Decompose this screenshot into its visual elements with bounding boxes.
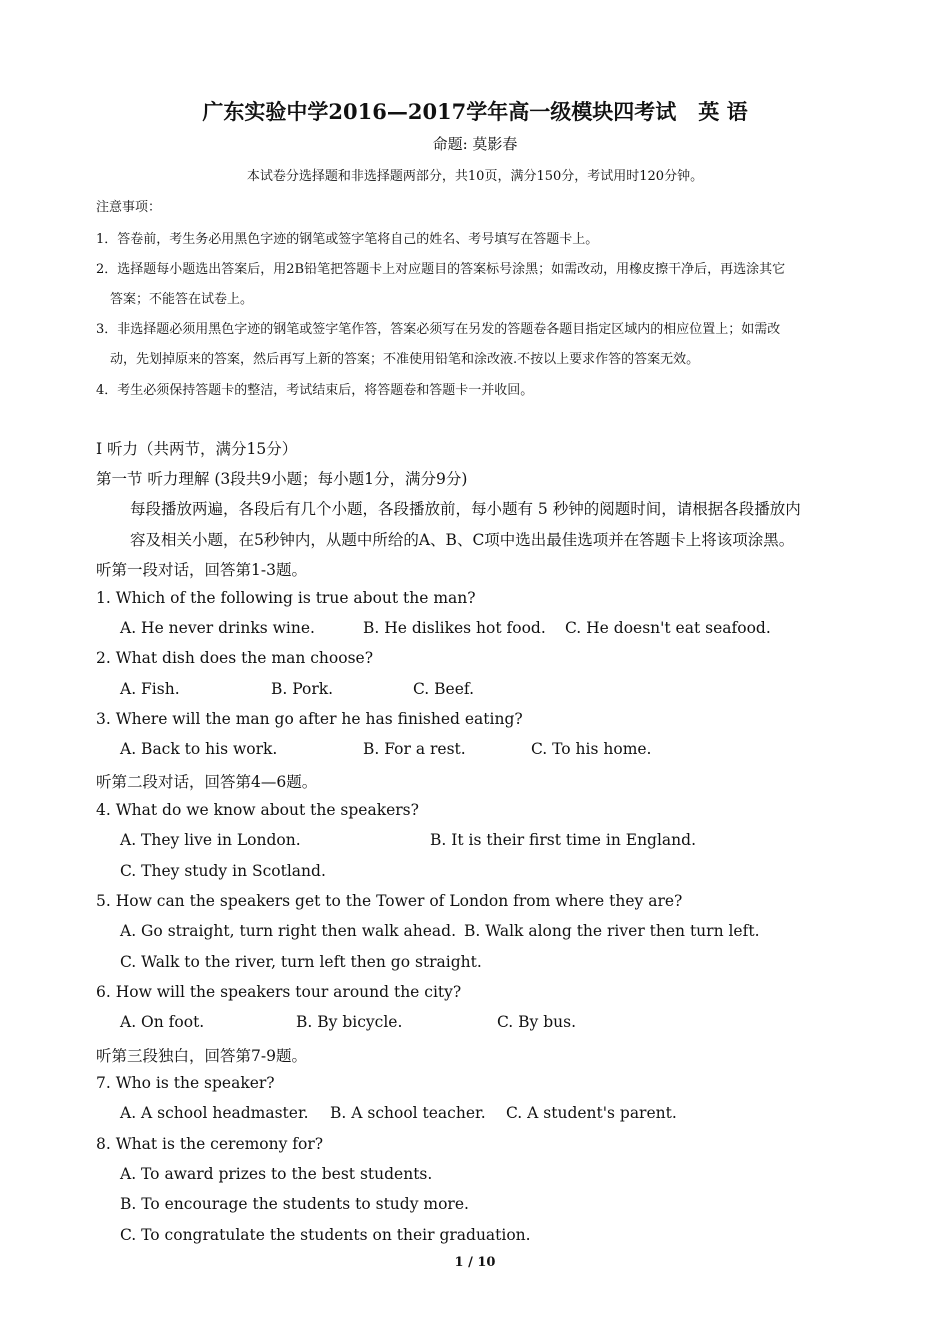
question-2-option-c: C. Beef. — [413, 680, 475, 698]
question-5-option-c: C. Walk to the river, turn left then go straight. — [120, 953, 482, 971]
dialog-3-heading: 听第三段独白，回答第7-9题。 — [96, 1047, 307, 1065]
instruction-line-2: 容及相关小题，在5秒钟内，从题中所给的A、B、C项中选出最佳选项并在答题卡上将该项涂黑。 — [130, 531, 795, 549]
question-5-option-a: A. Go straight, turn right then walk ahead. — [120, 922, 456, 940]
note-1: 1．答卷前，考生务必用黑色字迹的钢笔或签字笔将自己的姓名、考号填写在答题卡上。 — [96, 232, 599, 247]
question-1-option-c: C. He doesn't eat seafood. — [565, 619, 771, 637]
question-5-option-b: B. Walk along the river then turn left. — [464, 922, 760, 940]
dialog-2-heading: 听第二段对话，回答第4—6题。 — [96, 773, 318, 791]
question-4-option-b: B. It is their first time in England. — [430, 831, 696, 849]
note-3-cont: 动，先划掉原来的答案，然后再写上新的答案；不准使用铅笔和涂改液.不按以上要求作答的答案无效。 — [110, 352, 700, 367]
question-8: 8. What is the ceremony for? — [96, 1135, 324, 1153]
question-2-option-a: A. Fish. — [120, 680, 180, 698]
exam-title — [0, 96, 950, 126]
question-4: 4. What do we know about the speakers? — [96, 801, 419, 819]
exam-intro: 本试卷分选择题和非选择题两部分，共10页，满分150分，考试用时120分钟。 — [246, 169, 704, 184]
question-6: 6. How will the speakers tour around the city? — [96, 983, 462, 1001]
exam-author: 命题: 莫影春 — [432, 135, 518, 153]
question-1-option-b: B. He dislikes hot food. — [363, 619, 546, 637]
exam-title-text: 广东实验中学2016—2017学年高一级模块四考试 — [202, 99, 677, 124]
question-3-option-c: C. To his home. — [531, 740, 652, 758]
question-2: 2. What dish does the man choose? — [96, 649, 374, 667]
question-3-option-b: B. For a rest. — [363, 740, 466, 758]
question-2-option-b: B. Pork. — [271, 680, 334, 698]
question-7-option-a: A. A school headmaster. — [120, 1104, 309, 1122]
question-5: 5. How can the speakers get to the Tower of London from where they are? — [96, 892, 683, 910]
note-2-cont: 答案；不能答在试卷上。 — [110, 292, 254, 307]
question-4-option-c: C. They study in Scotland. — [120, 862, 326, 880]
question-6-option-c: C. By bus. — [497, 1013, 577, 1031]
note-3: 3．非选择题必须用黑色字迹的钢笔或签字笔作答，答案必须写在另发的答题卷各题目指定区域内的相应位置上；如需改 — [96, 322, 781, 337]
notes-heading: 注意事项： — [96, 200, 162, 215]
question-7-option-b: B. A school teacher. — [330, 1104, 486, 1122]
question-8-option-c: C. To congratulate the students on their graduation. — [120, 1226, 531, 1244]
question-1-option-a: A. He never drinks wine. — [120, 619, 315, 637]
note-2: 2．选择题每小题选出答案后，用2B铅笔把答题卡上对应题目的答案标号涂黑；如需改动，用橡皮擦干净后，再选涂其它 — [96, 262, 786, 277]
question-8-option-a: A. To award prizes to the best students. — [120, 1165, 433, 1183]
question-1: 1. Which of the following is true about the man? — [96, 589, 476, 607]
question-7-option-c: C. A student's parent. — [506, 1104, 677, 1122]
question-3: 3. Where will the man go after he has finished eating? — [96, 710, 523, 728]
page-number: 1 / 10 — [454, 1255, 496, 1270]
question-8-option-b: B. To encourage the students to study more. — [120, 1195, 469, 1213]
exam-subject: 英 语 — [698, 99, 748, 124]
dialog-1-heading: 听第一段对话，回答第1-3题。 — [96, 561, 307, 579]
instruction-line-1: 每段播放两遍，各段后有几个小题，各段播放前，每小题有 5 秒钟的阅题时间，请根据各段播放内 — [130, 500, 801, 518]
section-heading: I 听力（共两节，满分15分） — [96, 440, 298, 458]
question-3-option-a: A. Back to his work. — [120, 740, 278, 758]
question-4-option-a: A. They live in London. — [120, 831, 301, 849]
question-6-option-a: A. On foot. — [120, 1013, 205, 1031]
note-4: 4．考生必须保持答题卡的整洁，考试结束后，将答题卷和答题卡一并收回。 — [96, 383, 534, 398]
question-6-option-b: B. By bicycle. — [296, 1013, 403, 1031]
question-7: 7. Who is the speaker? — [96, 1074, 275, 1092]
subsection-heading: 第一节 听力理解 (3段共9小题；每小题1分，满分9分) — [96, 470, 468, 488]
